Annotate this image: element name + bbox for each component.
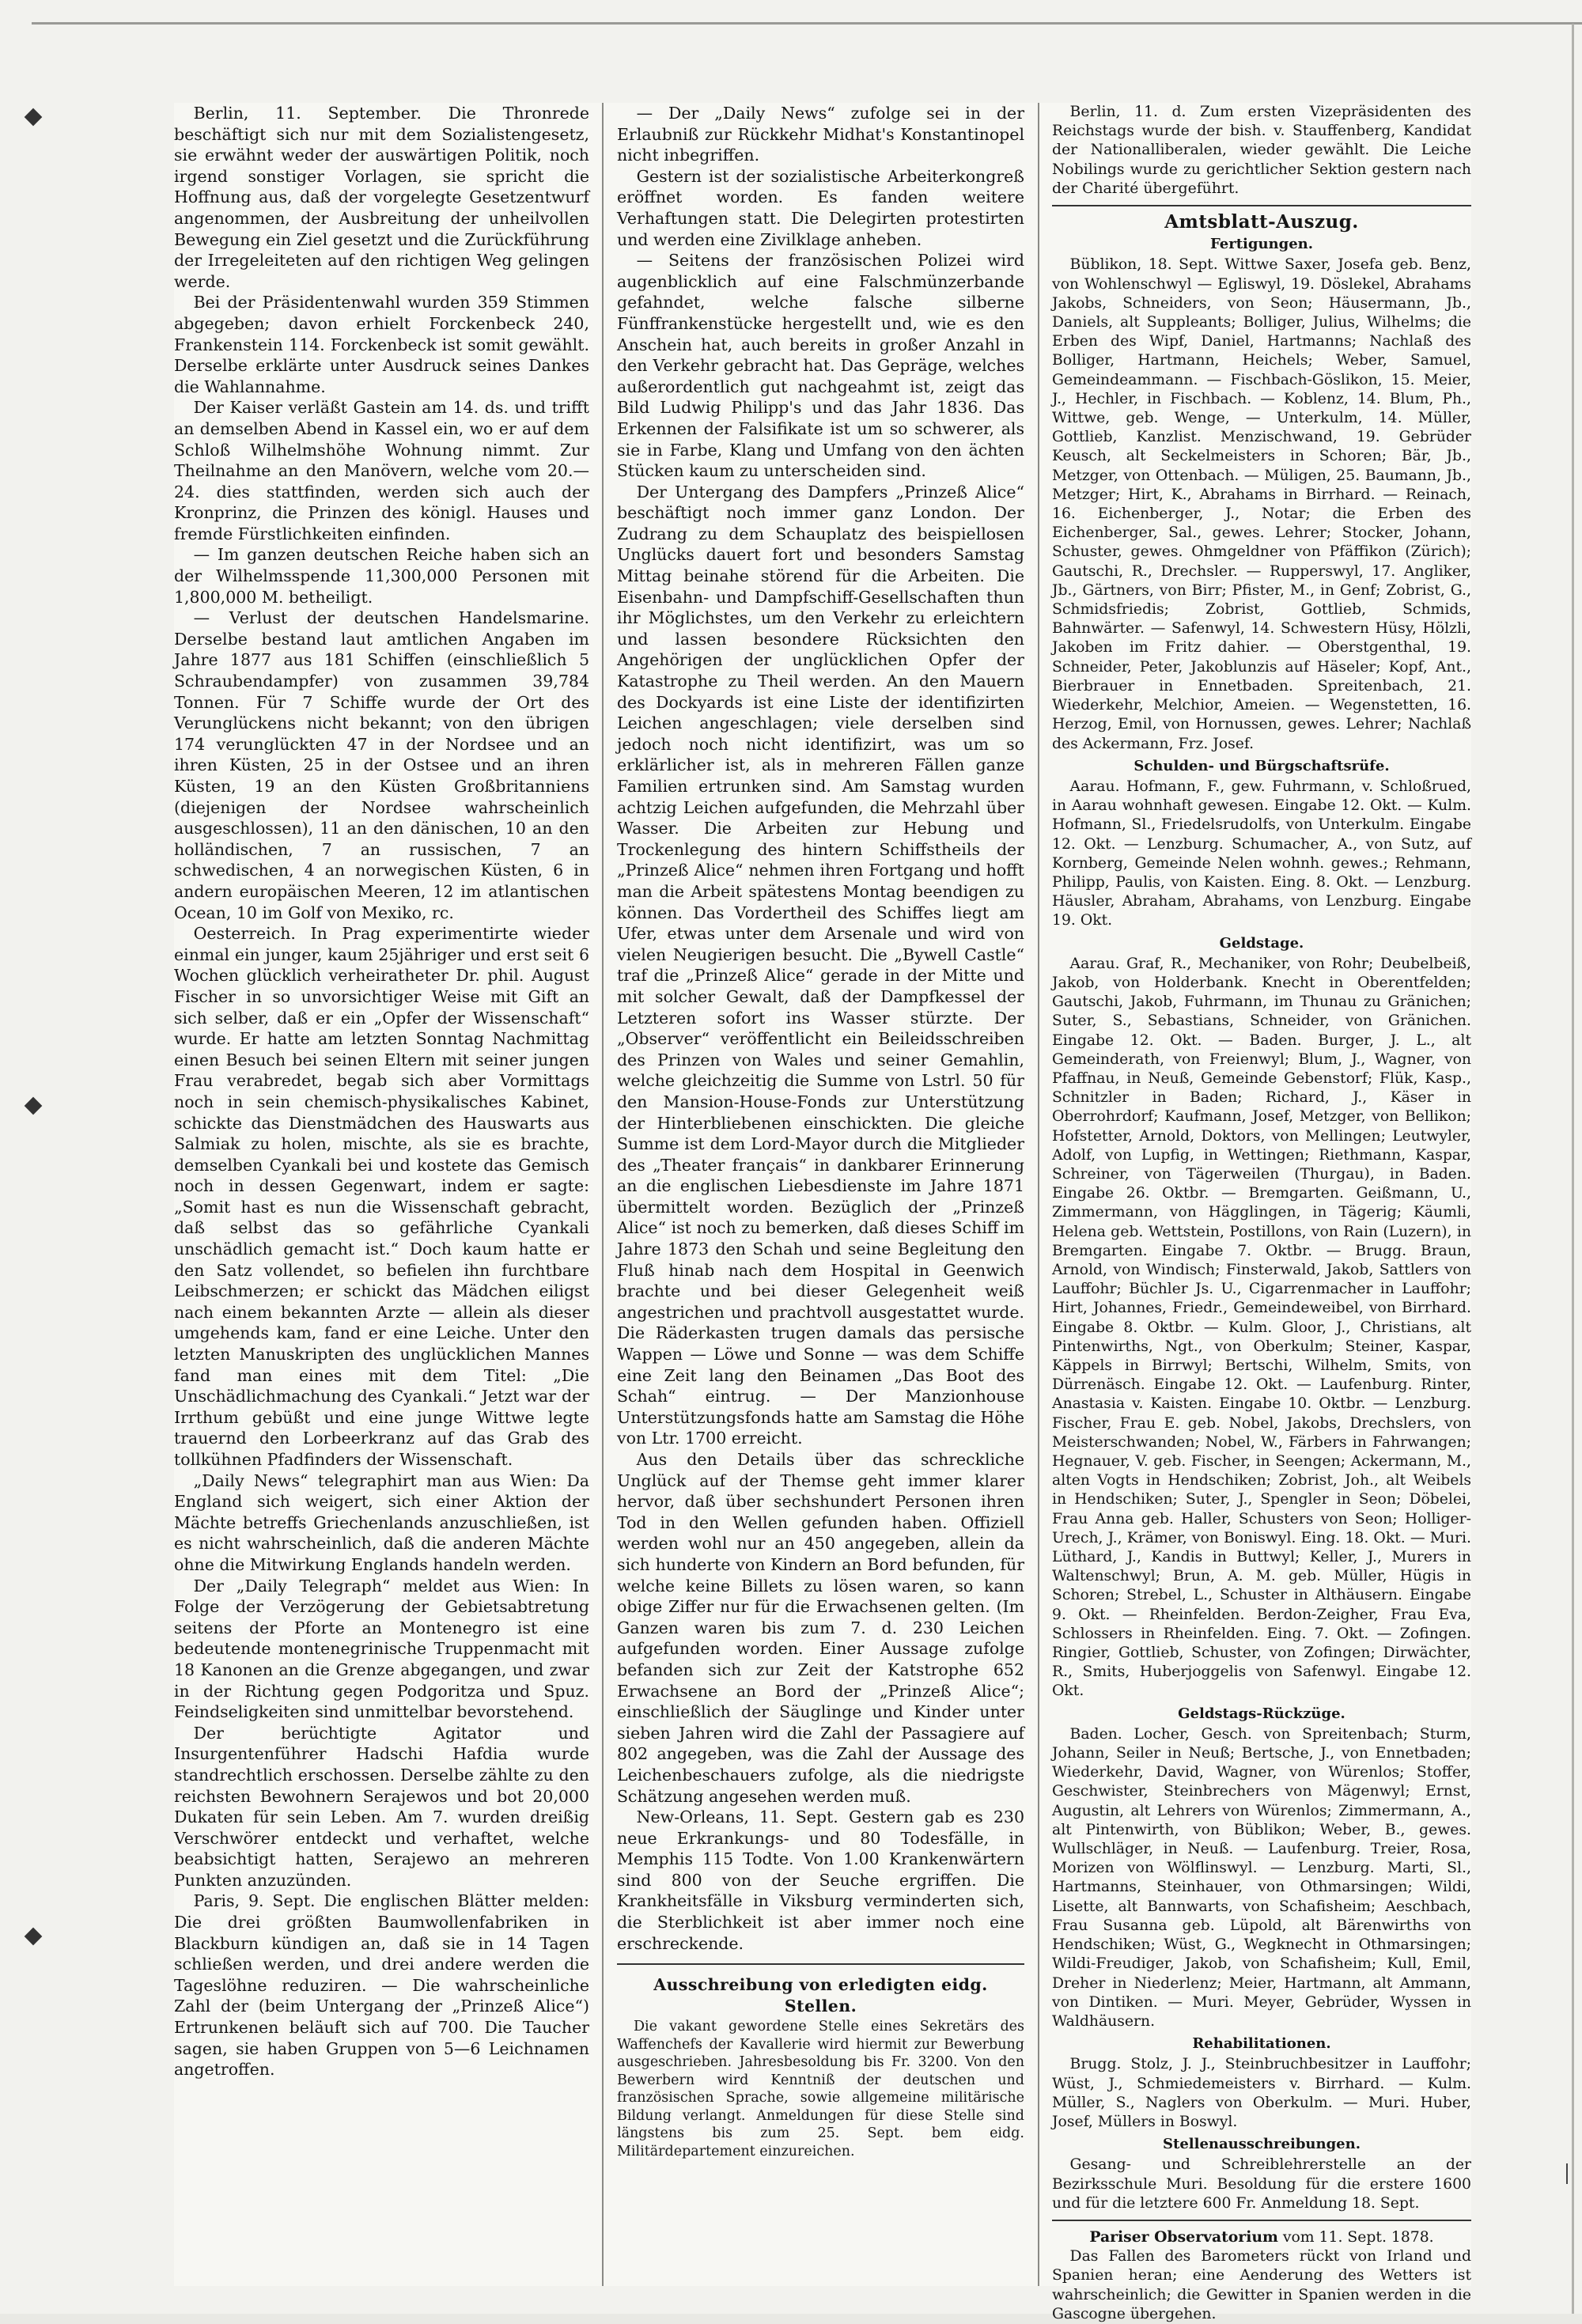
article-daily-news-wien: „Daily News“ telegraphirt man aus Wien: Da England sich weigert, sich einer Aktion der Mächte betreffs Griechenlands anzuschließen, ist es nicht wahrscheinlich, daß die anderen Mächte ohne die Mitwirkung Englands handeln werden. — [174, 1470, 589, 1574]
fertigungen-text: Büblikon, 18. Sept. Wittwe Saxer, Josefa geb. Benz, von Wohlenschwyl — Egliswyl, 19. Döslekel, Abrahams Jakobs, Schneiders, von Seon; Häusermann, Jb., Daniels, alt Suppleants; Bolliger, Julius, Wilhelms; die Erben des Wipf, Daniel, Hartmanns; Nachlaß des Bolliger, Hartmann, Heichels; Weber, Samuel, Gemeindeammann. — Fischbach-Göslikon, 15. Meier, J., Hechler, in Fischbach. — Koblenz, 14. Blum, Ph., Wittwe, geb. Wenge, — Unterkulm, 14. Müller, Gottlieb, Kanzlist. Menzischwand, 19. Gebrüder Keusch, alt Seckelmeisters in Schoren; Bär, Jb., Metzger, von Ottenbach. — Müligen, 25. Baumann, Jb., Metzger; Hirt, K., Abrahams in Birrhard. — Reinach, 16. Eichenberger, J., Notar; die Erben des Eichenberger, Sal., gewes. Lehrer; Stocker, Johann, Schuster, gewes. Ohmgeldner von Pfäffikon (Zürich); Gautschi, R., Drechsler. — Rupperswyl, 17. Angliker, Jb., Gärtners, von Birr; Pfister, M., in Genf; Zobrist, G., Schmidsfriedis; Zobrist, Gottlieb, Schmids, Bahnwärter. — Safenwyl, 14. Schwestern Hüsy, Hölzli, Jakoben im Fritz dahier. — Oberstgenthal, 19. Schneider, Peter, Jakoblunzis auf Häseler; Kopf, Ant., Bierbrauer in Ennetbaden. Spreitenbach, 21. Wiederkehr, Melchior, Ameien. — Wegenstetten, 16. Herzog, Emil, von Hornussen, gewes. Lehrer; Nachlaß des Ackermann, Frz. Josef. — [1052, 256, 1471, 752]
margin-tick — [1566, 2163, 1568, 2184]
article-arbeiterkongress: Gestern ist der sozialistische Arbeiterkongreß eröffnet worden. Es fanden weitere Verhaftungen statt. Die Delegirten protestirten und werden eine Zivilklage anheben. — [617, 166, 1024, 249]
article-berlin-vizepraesident: Berlin, 11. d. Zum ersten Vizepräsidenten des Reichstags wurde der bish. v. Stauffenberg, Kandidat der Nationalliberalen, wieder gewählt. Die Leiche Nobilings wurde zu gerichtlicher Sektion gestern nach der Charité übergeführt. — [1052, 104, 1471, 197]
ad-title: Ausschreibung von erledigten eidg. Stellen. — [653, 1975, 988, 2016]
observatorium-heading — [1052, 2227, 1471, 2247]
article-themse-unglueck: Aus den Details über das schreckliche Unglück auf der Themse geht immer klarer hervor, daß über sechshundert Personen ihren Tod in den Wellen gefunden haben. Offiziell werden wohl nur an 450 angegeben, allein da sich hunderte von Kindern an Bord befunden, für welche keine Billets zu lösen waren, so kann obige Ziffer nur für die Erwachsenen gelten. (Im Ganzen waren bis zum 7. d. 230 Leichen aufgefunden worden. Einer Aussage zufolge befanden sich zur Zeit der Katstrophe 652 Erwachsene an Bord der „Prinzeß Alice“; einschließlich der Säuglinge und Kinder unter sieben Jahren wird die Zahl der Passagiere auf 802 angegeben, was die Zahl der Aussage des Leichenbeschauers zufolge, als die niedrigste Schätzung angesehen werden muß. — [617, 1450, 1024, 1806]
article-falschmuenzer: — Seitens der französischen Polizei wird augenblicklich auf eine Falschmünzerbande gefahndet, welche falsche silberne Fünffrankenstücke hergestellt und, wie es den Anschein hat, auch bereits in großer Anzahl in den Verkehr gebracht hat. Das Gepräge, welches außerordentlich gut nachgeahmt ist, zeigt das Bild Ludwig Philipp's und das Jahr 1836. Das Erkennen der Falsifikate ist um so schwerer, als sie in Farbe, Klang und Umfang von den ächten Stücken kaum zu unterscheiden sind. — [617, 251, 1024, 481]
newspaper-page — [174, 103, 1471, 2322]
article-daily-telegraph: Der „Daily Telegraph“ meldet aus Wien: In Folge der Verzögerung der Gebietsabtretung seitens der Pforte an Montenegro ist eine bedeutende montenegrinische Truppenmacht mit 18 Kanonen an die Grenze abgegangen, und zwar in der Richtung gegen Podgoritza und Spuz. Feindseligkeiten sind unmittelbar bevorstehend. — [174, 1576, 589, 1722]
column-left — [174, 103, 589, 2286]
column-middle — [617, 103, 1024, 2286]
section-divider — [617, 1963, 1024, 1965]
fertigungen-title: Fertigungen. — [1209, 236, 1314, 253]
article-prinzess-alice: Der Untergang des Dampfers „Prinzeß Alice“ beschäftigt noch immer ganz London. Der Zudrang zu dem Schauplatz des beispiellosen Unglücks dauert fort und besonders Samstag Mittag beinahe störend für die Arbeiten. Die Eisenbahn- und Dampfschiff-Gesellschaften thun ihr Möglichstes, um den Verkehr zu erleichtern und lassen besondere Rücksichten den Angehörigen der unglücklichen Opfer der Katastrophe zu Theil werden. An den Mauern des Dockyards ist eine Liste der identifizirten Leichen angeschlagen; viele derselben sind jedoch noch nicht identifizirt, was um so erklärlicher ist, als in mehreren Fällen ganze Familien ertrunken sind. Am Samstag wurden achtzig Leichen aufgefunden, die Mehrzahl über Wasser. Die Arbeiten zur Hebung und Trockenlegung des hintern Schiffstheils der „Prinzeß Alice“ nehmen ihren Fortgang und hofft man die Arbeit spätestens Montag beendigen zu können. Das Vordertheil des Schiffes liegt am Ufer, etwas unter dem Arsenale und wird von vielen Neugierigen besucht. Die „Bywell Castle“ traf die „Prinzeß Alice“ gerade in der Mitte und mit solcher Gewalt, daß der Dampfkessel der Letzteren sofort ins Wasser stürzte. Der „Observer“ veröffentlicht ein Beileidsschreiben des Prinzen von Wales und seiner Gemahlin, welche gleichzeitig die Summe von Lstrl. 50 für den Mansion-House-Fonds zur Unterstützung der Hinterbliebenen einschickten. Die gleiche Summe ist dem Lord-Mayor durch die Mitglieder des „Theater français“ in dankbarer Erinnerung an die englischen Liebesdienste im Jahre 1871 übermittelt worden. Bezüglich der „Prinzeß Alice“ ist noch zu bemerken, daß dieses Schiff im Jahre 1873 den Schah und seine Begleitung den Fluß hinab nach dem Hospital in Geenwich brachte und bei dieser Gelegenheit weiß angestrichen und prachtvoll ausgestattet wurde. Die Räderkasten trugen damals das persische Wappen — Löwe und Sonne — was dem Schiffe eine Zeit lang den Beinamen „Das Boot des Schah“ eintrug. — Der Manzionhouse Unterstützungsfonds hatte am Samstag die Höhe von Ltr. 1700 erreicht. — [617, 482, 1024, 1448]
article-handelsmarine: — Verlust der deutschen Handelsmarine. Derselbe bestand laut amtlichen Angaben im Jahre 1877 aus 181 Schiffen (einschließlich 5 Schraubendampfer) von zusammen 39,784 Tonnen. Für 7 Schiffe wurde der Ort des Verunglückens nicht bekannt; von den übrigen 174 verunglückten 47 in der Nordsee und an ihren Küsten, 25 in der Ostsee und an ihren Küsten, 19 an den Küsten Großbritanniens (diejenigen der Nordsee wahrscheinlich ausgeschlossen), 11 an den dänischen, 10 an den holländischen, 7 an russischen, 7 an schwedischen, 4 an norwegischen Küsten, 6 in andern europäischen Meeren, 12 im atlantischen Ocean, 10 im Golf von Mexiko, rc. — [174, 608, 589, 922]
article-paris: Paris, 9. Sept. Die englischen Blätter melden: Die drei größten Baumwollenfabriken in Blackburn kündigen an, daß sie in 14 Tagen schließen werden, und drei andere werden die Tageslöhne reduziren. — Die wahrscheinliche Zahl der (beim Untergang der „Prinzeß Alice“) Ertrunkenen beläuft sich auf 700. Die Taucher sagen, sie haben Gruppen von 5—6 Leichnamen angetroffen. — [174, 1891, 589, 2080]
article-midhat: — Der „Daily News“ zufolge sei in der Erlaubniß zur Rückkehr Midhat's Konstantinopel nicht inbegriffen. — [617, 104, 1024, 165]
section-divider — [1052, 205, 1471, 206]
margin-marker-bottom — [25, 1928, 43, 1946]
stellen-title: Stellenausschreibungen. — [1163, 2136, 1361, 2153]
amtsblatt-title: Amtsblatt-Auszug. — [1164, 211, 1359, 233]
observatorium-title: Pariser Observatorium — [1089, 2227, 1278, 2246]
column-rule-1 — [602, 103, 604, 2286]
rueckzuege-title: Geldstags-Rückzüge. — [1178, 1705, 1345, 1722]
geldstage-title: Geldstage. — [1219, 934, 1304, 952]
geldstage-text: Aarau. Graf, R., Mechaniker, von Rohr; Deubelbeiß, Jakob, von Holderbank. Knecht in Oberentfelden; Gautschi, Jakob, Fuhrmann, im Thunau zu Gränichen; Suter, S., Sebastians, Schneider, von Gränichen. Eingabe 12. Okt. — Baden. Burger, J. L., alt Gemeinderath, von Freienwyl; Blum, J., Wagner, von Pfaffnau, in Neuß, Gemeinde Gebenstorf; Flük, Kasp., Schnitzler in Baden; Richard, J., Käser in Oberrohrdorf; Kaufmann, Josef, Metzger, von Bellikon; Hofstetter, Arnold, Doktors, von Mellingen; Leutwyler, Adolf, von Lupfig, in Wettingen; Riethmann, Kaspar, Schreiner, von Tägerweilen (Thurgau), in Baden. Eingabe 26. Oktbr. — Bremgarten. Geißmann, U., Zimmermann, von Hägglingen, in Tägerig; Käumli, Helena geb. Wettstein, Postillons, von Rain (Luzern), in Bremgarten. Eingabe 7. Oktbr. — Brugg. Braun, Arnold, von Windisch; Finsterwald, Jakob, Sattlers von Lauffohr; Büchler Js. U., Cigarrenmacher in Lauffohr; Hirt, Johannes, Friedr., Gemeindeweibel, von Birrhard. Eingabe 8. Oktbr. — Kulm. Gloor, J., Christians, alt Pintenwirths, Ngt., von Oberkulm; Steiner, Kaspar, Käppels in Birrwyl; Bertschi, Wilhelm, Smits, von Dürrenäsch. Eingabe 12. Okt. — Laufenburg. Rinter, Anastasia v. Kaisten. Eingabe 10. Oktbr. — Lenzburg. Fischer, Frau E. geb. Nobel, Jakobs, Drechslers, von Meisterschwanden; Nobel, W., Färbers in Fahrwangen; Hegnauer, V. geb. Fischer, in Seengen; Ackermann, M., alten Vogts in Hendschiken; Zobrist, Joh., alt Weibels in Hendschiken; Suter, J., Spengler in Seon; Döbelei, Frau Anna geb. Haller, Schusters von Seon; Holliger-Urech, J., Krämer, von Boniswyl. Eing. 18. Okt. — Muri. Lüthard, J., Kandis in Buttwyl; Keller, J., Murers in Waltenschwyl; Brun, A. M. geb. Müller, Hügis in Schoren; Strebel, L., Schuster in Althäusern. Eingabe 9. Okt. — Rheinfelden. Berdon-Zeigher, Frau Eva, Schlossers in Rheinfelden. Eing. 7. Okt. — Zofingen. Ringier, Gottlieb, Schuster, von Zofingen; Dirwächter, R., Smits, Huberjoggelis von Safenwyl. Eingabe 12. Okt. — [1052, 955, 1471, 1700]
article-wilhelmsspende: — Im ganzen deutschen Reiche haben sich an der Wilhelmsspende 11,300,000 Personen mit 1,800,000 M. betheiligt. — [174, 545, 589, 607]
article-berlin-thronrede: Berlin, 11. September. Die Thronrede beschäftigt sich nur mit dem Sozialistengesetz, sie erwähnt weder der auswärtigen Politik, noch irgend sonstiger Vorlagen, sie spricht die Hoffnung aus, daß der vorgelegte Gesetzentwurf angenommen, der Ausbreitung der unheilvollen Bewegung ein Ziel gesetzt und die Zurückführung der Irregeleiteten auf den richtigen Weg gelingen werde. — [174, 104, 589, 291]
schulden-title: Schulden- und Bürgschaftsrüfe. — [1134, 757, 1390, 774]
page-right-edge — [1572, 24, 1574, 2314]
rueckzuege-text: Baden. Locher, Gesch. von Spreitenbach; Sturm, Johann, Seiler in Neuß; Bertsche, J., von Ennetbaden; Wiederkehr, David, Wagner, von Würenlos; Stoffer, Geschwister, Steinbrechers von Mägenwyl; Ernst, Augustin, alt Lehrers von Würenlos; Zimmermann, A., alt Pintenwirth, von Büblikon; Weber, B., gewes. Wullschläger, in Neuß. — Laufenburg. Treier, Rosa, Morizen von Wölflinswyl. — Lenzburg. Marti, Sl., Hartmanns, Steinhauer, von Othmarsingen; Wildi, Lisette, alt Bannwarts, von Schafisheim; Aeschbach, Frau Susanna geb. Lüpold, alt Bärenwirths von Hendschiken; Wüst, G., Wegknecht in Othmarsingen; Wildi-Freudiger, Jakob, von Schafisheim; Kull, Emil, Dreher in Niederlenz; Meier, Hartmann, alt Ammann, von Dintiken. — Muri. Meyer, Gebrüder, Wyssen in Waldhäusern. — [1052, 1725, 1471, 2030]
column-rule-2 — [1038, 103, 1039, 2286]
ad-text: Die vakant gewordene Stelle eines Sekretärs des Waffenchefs der Kavallerie wird hiermit zur Bewerbung ausgeschrieben. Jahresbesoldung bis Fr. 3200. Von den Bewerbern wird Kenntniß der deutschen und französischen Sprache, sowie allgemeine militärische Bildung verlangt. Anmeldungen für diese Stelle sind längstens bis zum 25. Sept. bem eidg. Militärdepartement einzureichen. — [617, 2019, 1024, 2159]
article-oesterreich-prag: Oesterreich. In Prag experimentirte wieder einmal ein junger, kaum 25jähriger und erst seit 6 Wochen glücklich verheiratheter Dr. phil. August Fischer in so unvorsichtiger Weise mit Gift an sich selber, daß er ein „Opfer der Wissenschaft“ wurde. Er hatte am letzten Sonntag Nachmittag einen Besuch bei seinen Eltern mit seiner jungen Frau verabredet, begab sich aber Vormittags noch in sein chemisch-physikalisches Kabinet, schickte das Dienstmädchen des Hauswarts aus Salmiak zu holen, mischte, als sie es brachte, demselben Cyankali bei und kostete das Gemisch noch in dessen Gegenwart, indem er sagte: „Somit hast es nun die Wissenschaft gebracht, daß selbst das so gefährliche Cyankali unschädlich gemacht ist.“ Doch kaum hatte er den Satz vollendet, so befielen ihn furchtbare Leibschmerzen; er schickt das Mädchen eiligst nach einem bekannten Arzte — allein als dieser umgehends kam, fand er eine Leiche. Unter den letzten Manuskripten des unglücklichen Mannes fand man eines mit dem Titel: „Die Unschädlichmachung des Cyankali.“ Jetzt war der Irrthum gebüßt und eine junge Wittwe legte trauernd den Lorbeerkranz auf das Grab des tollkühnen Pfadfinders der Wissenschaft. — [174, 924, 589, 1469]
section-divider — [1052, 2220, 1471, 2221]
column-right — [1052, 103, 1471, 2322]
margin-marker-middle — [25, 1097, 43, 1115]
rehabilitationen-text: Brugg. Stolz, J. J., Steinbruchbesitzer in Lauffohr; Wüst, J., Schmiedemeisters v. Birrhard. — Kulm. Müller, S., Naglers von Oberkulm. — Muri. Huber, Josef, Müllers in Boswyl. — [1052, 2056, 1471, 2130]
observatorium-date: vom 11. Sept. 1878. — [1282, 2228, 1434, 2246]
article-kaiser-gastein: Der Kaiser verläßt Gastein am 14. ds. und trifft an demselben Abend in Kassel ein, wo er auf dem Schloß Wilhelmshöhe Wohnung nimmt. Zur Theilnahme an den Manövern, welche vom 20.—24. dies stattfinden, werden sich auch der Kronprinz, die Prinzen des königl. Hauses und fremde Fürstlichkeiten einfinden. — [174, 398, 589, 543]
article-praesidentenwahl: Bei der Präsidentenwahl wurden 359 Stimmen abgegeben; davon erhielt Forckenbeck 240, Frankenstein 114. Forckenbeck ist somit gewählt. Derselbe erklärte unter Ausdruck seines Dankes die Wahlannahme. — [174, 293, 589, 396]
article-new-orleans: New-Orleans, 11. Sept. Gestern gab es 230 neue Erkrankungs- und 80 Todesfälle, in Memphis 115 Todte. Von 1.00 Krankenwärtern sind 800 von der Seuche ergriffen. Die Krankheitsfälle in Viksburg verminderten sich, die Sterblichkeit ist aber immer noch eine erschreckende. — [617, 1807, 1024, 1953]
margin-marker-top — [25, 108, 43, 127]
schulden-text: Aarau. Hofmann, F., gew. Fuhrmann, v. Schloßrued, in Aarau wohnhaft gewesen. Eingabe 12. Okt. — Kulm. Hofmann, Sl., Friedelsrudolfs, von Unterkulm. Eingabe 12. Okt. — Lenzburg. Schumacher, A., von Sutz, auf Kornberg, Gemeinde Nelen wohnh. gewes.; Rehmann, Philipp, Paulis, von Kaisten. Eing. 8. Okt. — Lenzburg. Häusler, Abraham, Abrahams, von Lenzburg. Eingabe 19. Okt. — [1052, 778, 1471, 929]
article-hadschi-hafdia: Der berüchtigte Agitator und Insurgentenführer Hadschi Hafdia wurde standrechtlich erschossen. Derselbe zählte zu den reichsten Bewohnern Serajewos und bot 20,000 Dukaten für sein Leben. Am 7. wurden dreißig Verschwörer entdeckt und verhaftet, welche beabsichtigt hatten, Serajewo an mehreren Punkten anzuzünden. — [174, 1723, 589, 1890]
page-top-edge — [32, 22, 1582, 25]
rehabilitationen-title: Rehabilitationen. — [1192, 2035, 1331, 2053]
stellen-text: Gesang- und Schreiblehrerstelle an der Bezirksschule Muri. Besoldung für die erstere 1600 und für die letztere 600 Fr. Anmeldung 18. Sept. — [1052, 2156, 1471, 2212]
observatorium-text: Das Fallen des Barometers rückt von Irland und Spanien heran; eine Aenderung des Wetters ist wahrscheinlich; die Gewitter in Spanien werden in die Gascogne übergehen. — [1052, 2248, 1471, 2322]
